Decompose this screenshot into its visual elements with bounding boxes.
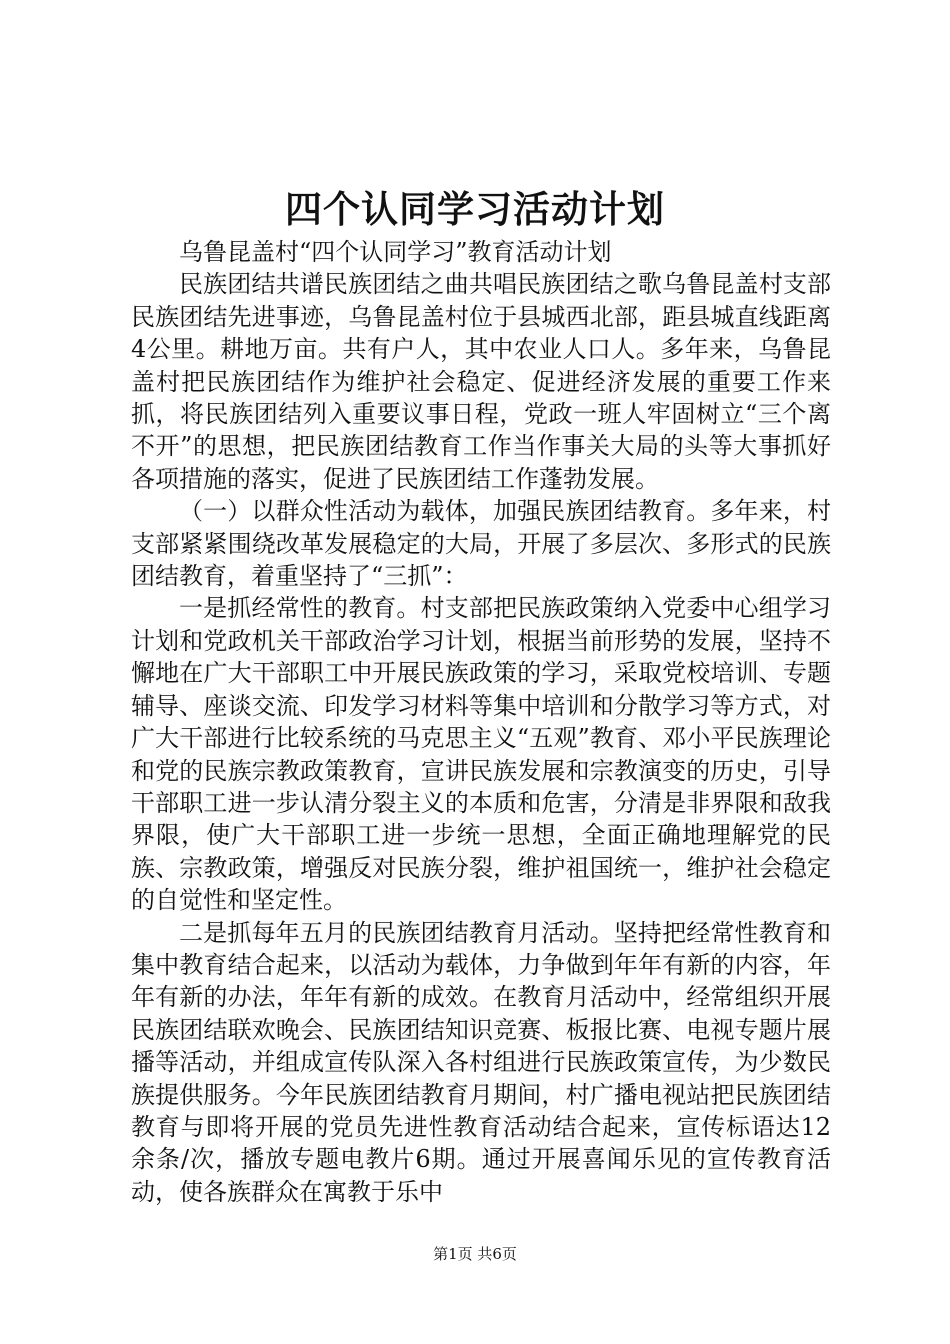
subtitle-paragraph: 乌鲁昆盖村“四个认同学习”教育活动计划 [179,238,612,266]
document-body [131,236,831,1208]
body-paragraph: 二是抓每年五月的民族团结教育月活动。坚持把经常性教育和集中教育结合起来，以活动为载体，力争做到年年有新的内容，年年有新的办法，年年有新的成效。在教育月活动中，经常组织开展民族团结联欢晚会、民族团结知识竞赛、板报比赛、电视专题片展播等活动，并组成宣传队深入各村组进行民族政策宣传，为少数民族提供服务。今年民族团结教育月期间，村广播电视站把民族团结教育与即将开展的党员先进性教育活动结合起来，宣传标语达12余条/次，播放专题电教片6期。通过开展喜闻乐见的宣传教育活动，使各族群众在寓教于乐中 [131,918,831,1206]
body-paragraph: 民族团结共谱民族团结之曲共唱民族团结之歌乌鲁昆盖村支部民族团结先进事迹，乌鲁昆盖村位于县城西北部，距县城直线距离4公里。耕地万亩。共有户人，其中农业人口人。多年来，乌鲁昆盖村把民族团结作为维护社会稳定、促进经济发展的重要工作来抓，将民族团结列入重要议事日程，党政一班人牢固树立“三个离不开”的思想，把民族团结教育工作当作事关大局的头等大事抓好各项措施的落实，促进了民族团结工作蓬勃发展。 [131,270,831,493]
document-title: 四个认同学习活动计划 [285,187,665,231]
body-paragraph: （一）以群众性活动为载体，加强民族团结教育。多年来，村支部紧紧围绕改革发展稳定的大局，开展了多层次、多形式的民族团结教育，着重坚持了“三抓”： [131,497,831,591]
body-paragraph: 一是抓经常性的教育。村支部把民族政策纳入党委中心组学习计划和党政机关干部政治学习计划，根据当前形势的发展，坚持不懈地在广大干部职工中开展民族政策的学习，采取党校培训、专题辅导、座谈交流、印发学习材料等集中培训和分散学习等方式，对广大干部进行比较系统的马克思主义“五观”教育、邓小平民族理论和党的民族宗教政策教育，宣讲民族发展和宗教演变的历史，引导干部职工进一步认清分裂主义的本质和危害，分清是非界限和敌我界限，使广大干部职工进一步统一思想，全面正确地理解党的民族、宗教政策，增强反对民族分裂，维护祖国统一，维护社会稳定的自觉性和坚定性。 [131,594,831,915]
page-footer: 第1页 共6页 [433,1245,517,1263]
